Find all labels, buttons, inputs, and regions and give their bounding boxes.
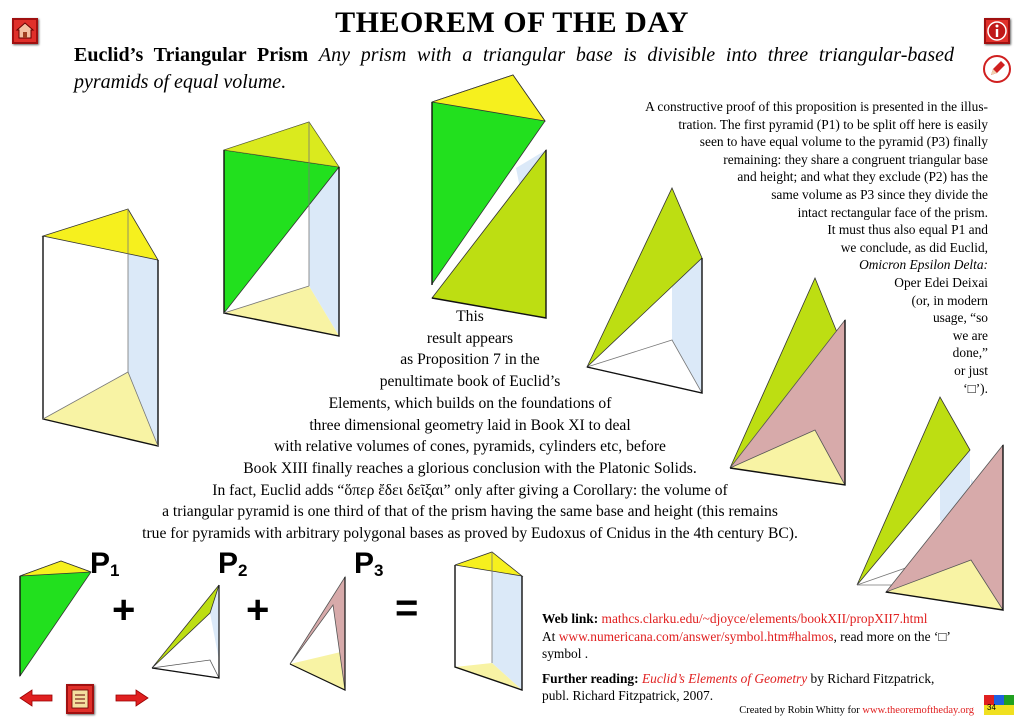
proof-line: tration. The first pyramid (P1) to be split off here is easily: [678, 116, 988, 132]
further-reading-link[interactable]: Euclid’s Elements of Geometry: [641, 670, 808, 686]
proof-line: remaining: they share a congruent triangular base: [723, 151, 988, 167]
label-p1: $P_1$: [90, 547, 120, 580]
proof-line: and height; and what they exclude (P2) has the: [737, 169, 988, 185]
further-reading-row: Further reading: Euclid’s Elements of Geometry by Richard Fitzpatrick,: [542, 670, 935, 686]
label-p2: $P_2$: [218, 547, 248, 580]
label-p3: $P_3$: [354, 547, 384, 580]
left-arrow-icon: [18, 688, 54, 708]
note-line: with relative volumes of cones, pyramids, cylinders etc, before: [274, 438, 666, 456]
proof-line: seen to have equal volume to the pyramid (P3) finally: [699, 134, 988, 150]
page-number: 34: [987, 703, 996, 712]
note-line: Elements, which builds on the foundations of: [328, 394, 612, 412]
web-link-label: Web link:: [542, 611, 599, 626]
publisher-line: publ. Richard Fitzpatrick, 2007.: [542, 688, 714, 703]
proof-line: Omicron Epsilon Delta:: [859, 257, 988, 273]
proof-line: intact rectangular face of the prism.: [797, 204, 988, 220]
note-line: This: [456, 308, 484, 325]
piece-prism: [455, 552, 522, 690]
theorem-name: Euclid’s Triangular Prism: [74, 44, 309, 66]
plus-sign: +: [246, 588, 270, 632]
equals-sign: =: [395, 586, 419, 630]
index-icon: [68, 686, 92, 712]
at-link-row-cont: symbol .: [542, 646, 589, 661]
proof-line: or just: [954, 362, 988, 378]
proof-line: ‘□’).: [963, 380, 988, 396]
forward-button[interactable]: [114, 688, 150, 713]
note-line: true for pyramids with arbitrary polygonal bases as proved by Eudoxus of Cnidus in the 4th century BC).: [142, 525, 798, 543]
page-badge: [984, 695, 1014, 715]
piece-p2: [152, 585, 219, 678]
proof-line: Oper Edei Deixai: [894, 274, 988, 290]
note-line: result appears: [426, 329, 514, 347]
note-line: Book XIII finally reaches a glorious conclusion with the Platonic Solids.: [243, 459, 697, 477]
plus-sign: +: [112, 588, 136, 632]
references: [542, 610, 972, 705]
note-line: a triangular pyramid is one third of that of the prism having the same base and height (this remains: [162, 503, 778, 521]
note-line: penultimate book of Euclid’s: [379, 373, 561, 391]
proof-line: done,”: [952, 345, 988, 361]
piece-p3: [290, 577, 345, 690]
back-button[interactable]: [18, 688, 54, 713]
theorem-text: Any prism with a triangular base is divisible into three triangular-based pyramids of equal volume.: [74, 44, 955, 93]
historical-note: [0, 306, 940, 545]
proof-line: It must thus also equal P1 and: [827, 222, 988, 238]
proof-line: (or, in modern: [911, 292, 988, 308]
proof-line: we are: [952, 327, 988, 343]
further-reading-label: Further reading:: [542, 670, 639, 686]
note-line: three dimensional geometry laid in Book XI to deal: [309, 416, 631, 434]
note-line: In fact, Euclid adds “ὅπερ ἔδει δεῖξαι” only after giving a Corollary: the volume of: [212, 481, 728, 499]
proof-line: A constructive proof of this proposition is presented in the illus-: [645, 99, 988, 114]
web-link-row: [542, 610, 972, 628]
site-link[interactable]: www.theoremoftheday.org: [862, 705, 974, 716]
numericana-link[interactable]: www.numericana.com/answer/symbol.htm#halmos: [558, 628, 834, 644]
proof-line: same volume as P3 since they divide the: [771, 186, 988, 202]
prism-exploded: [432, 75, 546, 318]
note-line: as Proposition 7 in the: [400, 351, 540, 369]
proof-line: usage, “so: [932, 310, 988, 326]
web-link[interactable]: mathcs.clarku.edu/~djoyce/elements/bookXII/propXII7.html: [601, 611, 928, 626]
page-title: THEOREM OF THE DAY: [335, 6, 689, 39]
at-link-row: At www.numericana.com/answer/symbol.htm#halmos, read more on the ‘□’: [542, 628, 951, 644]
right-arrow-icon: [114, 688, 150, 708]
index-button[interactable]: [66, 684, 94, 714]
prism-first-cut: [224, 122, 339, 336]
credit-line: Created by Robin Whitty for www.theoremoftheday.org: [739, 705, 974, 716]
piece-p1: [20, 561, 91, 676]
proof-line: we conclude, as did Euclid,: [840, 239, 988, 255]
